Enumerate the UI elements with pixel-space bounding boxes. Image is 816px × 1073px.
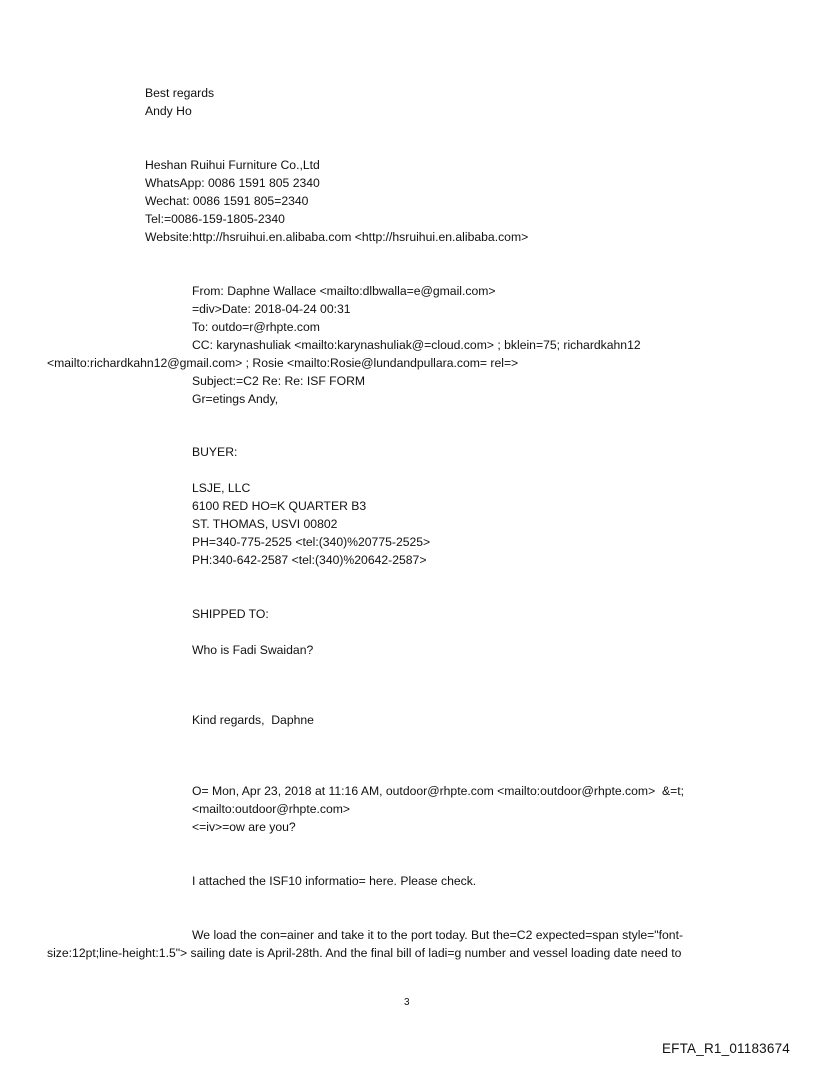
to-line: To: outdo=r@rhpte.com (192, 320, 320, 334)
buyer-line: PH=340-775-2525 <tel:(340)%20775-2525> (192, 535, 431, 549)
cc-line: CC: karynashuliak <mailto:karynashuliak@=cloud.com> ; bklein=75; richardkahn12 (192, 338, 641, 352)
buyer-line: 6100 RED HO=K QUARTER B3 (192, 499, 367, 513)
buyer-line: LSJE, LLC (192, 481, 251, 495)
earlier-message-greeting: <=iv>=ow are you? (192, 820, 296, 834)
shipped-to-heading: SHIPPED TO: (192, 607, 269, 621)
closing-text: Best regards (145, 86, 215, 100)
sender-name: Andy Ho (145, 104, 192, 118)
date-line: =div>Date: 2018-04-24 00:31 (192, 302, 351, 316)
earlier-message-mailto: <mailto:outdoor@rhpte.com> (192, 802, 351, 816)
buyer-line: PH:340-642-2587 <tel:(340)%20642-2587> (192, 553, 427, 567)
whatsapp-line: WhatsApp: 0086 1591 805 2340 (145, 176, 320, 190)
wechat-line: Wechat: 0086 1591 805=2340 (145, 194, 309, 208)
load-line-continued: size:12pt;line-height:1.5"> sailing date is April-28th. And the final bill of ladi=g number and vessel loading date need to (47, 946, 682, 960)
kind-regards-line: Kind regards, Daphne (192, 713, 314, 727)
bates-number: EFTA_R1_01183674 (661, 1041, 790, 1056)
from-line: From: Daphne Wallace <mailto:dlbwalla=e@gmail.com> (192, 284, 496, 298)
page-number: 3 (404, 997, 410, 1008)
cc-line-continued: <mailto:richardkahn12@gmail.com> ; Rosie <mailto:Rosie@lundandpullara.com= rel=> (47, 356, 519, 370)
earlier-message-header: O= Mon, Apr 23, 2018 at 11:16 AM, outdoor@rhpte.com <mailto:outdoor@rhpte.com> &=t; (192, 784, 684, 798)
company-name: Heshan Ruihui Furniture Co.,Ltd (145, 158, 320, 172)
buyer-heading: BUYER: (192, 445, 238, 459)
attached-line: I attached the ISF10 informatio= here. Please check. (192, 874, 477, 888)
buyer-line: ST. THOMAS, USVI 00802 (192, 517, 338, 531)
tel-line: Tel:=0086-159-1805-2340 (145, 212, 285, 226)
load-line: We load the con=ainer and take it to the port today. But the=C2 expected=span style="font- (192, 928, 684, 942)
shipped-to-question: Who is Fadi Swaidan? (192, 643, 314, 657)
website-line: Website:http://hsruihui.en.alibaba.com <http://hsruihui.en.alibaba.com> (145, 230, 529, 244)
subject-line: Subject:=C2 Re: Re: ISF FORM (192, 374, 366, 388)
greeting-line: Gr=etings Andy, (192, 392, 279, 406)
